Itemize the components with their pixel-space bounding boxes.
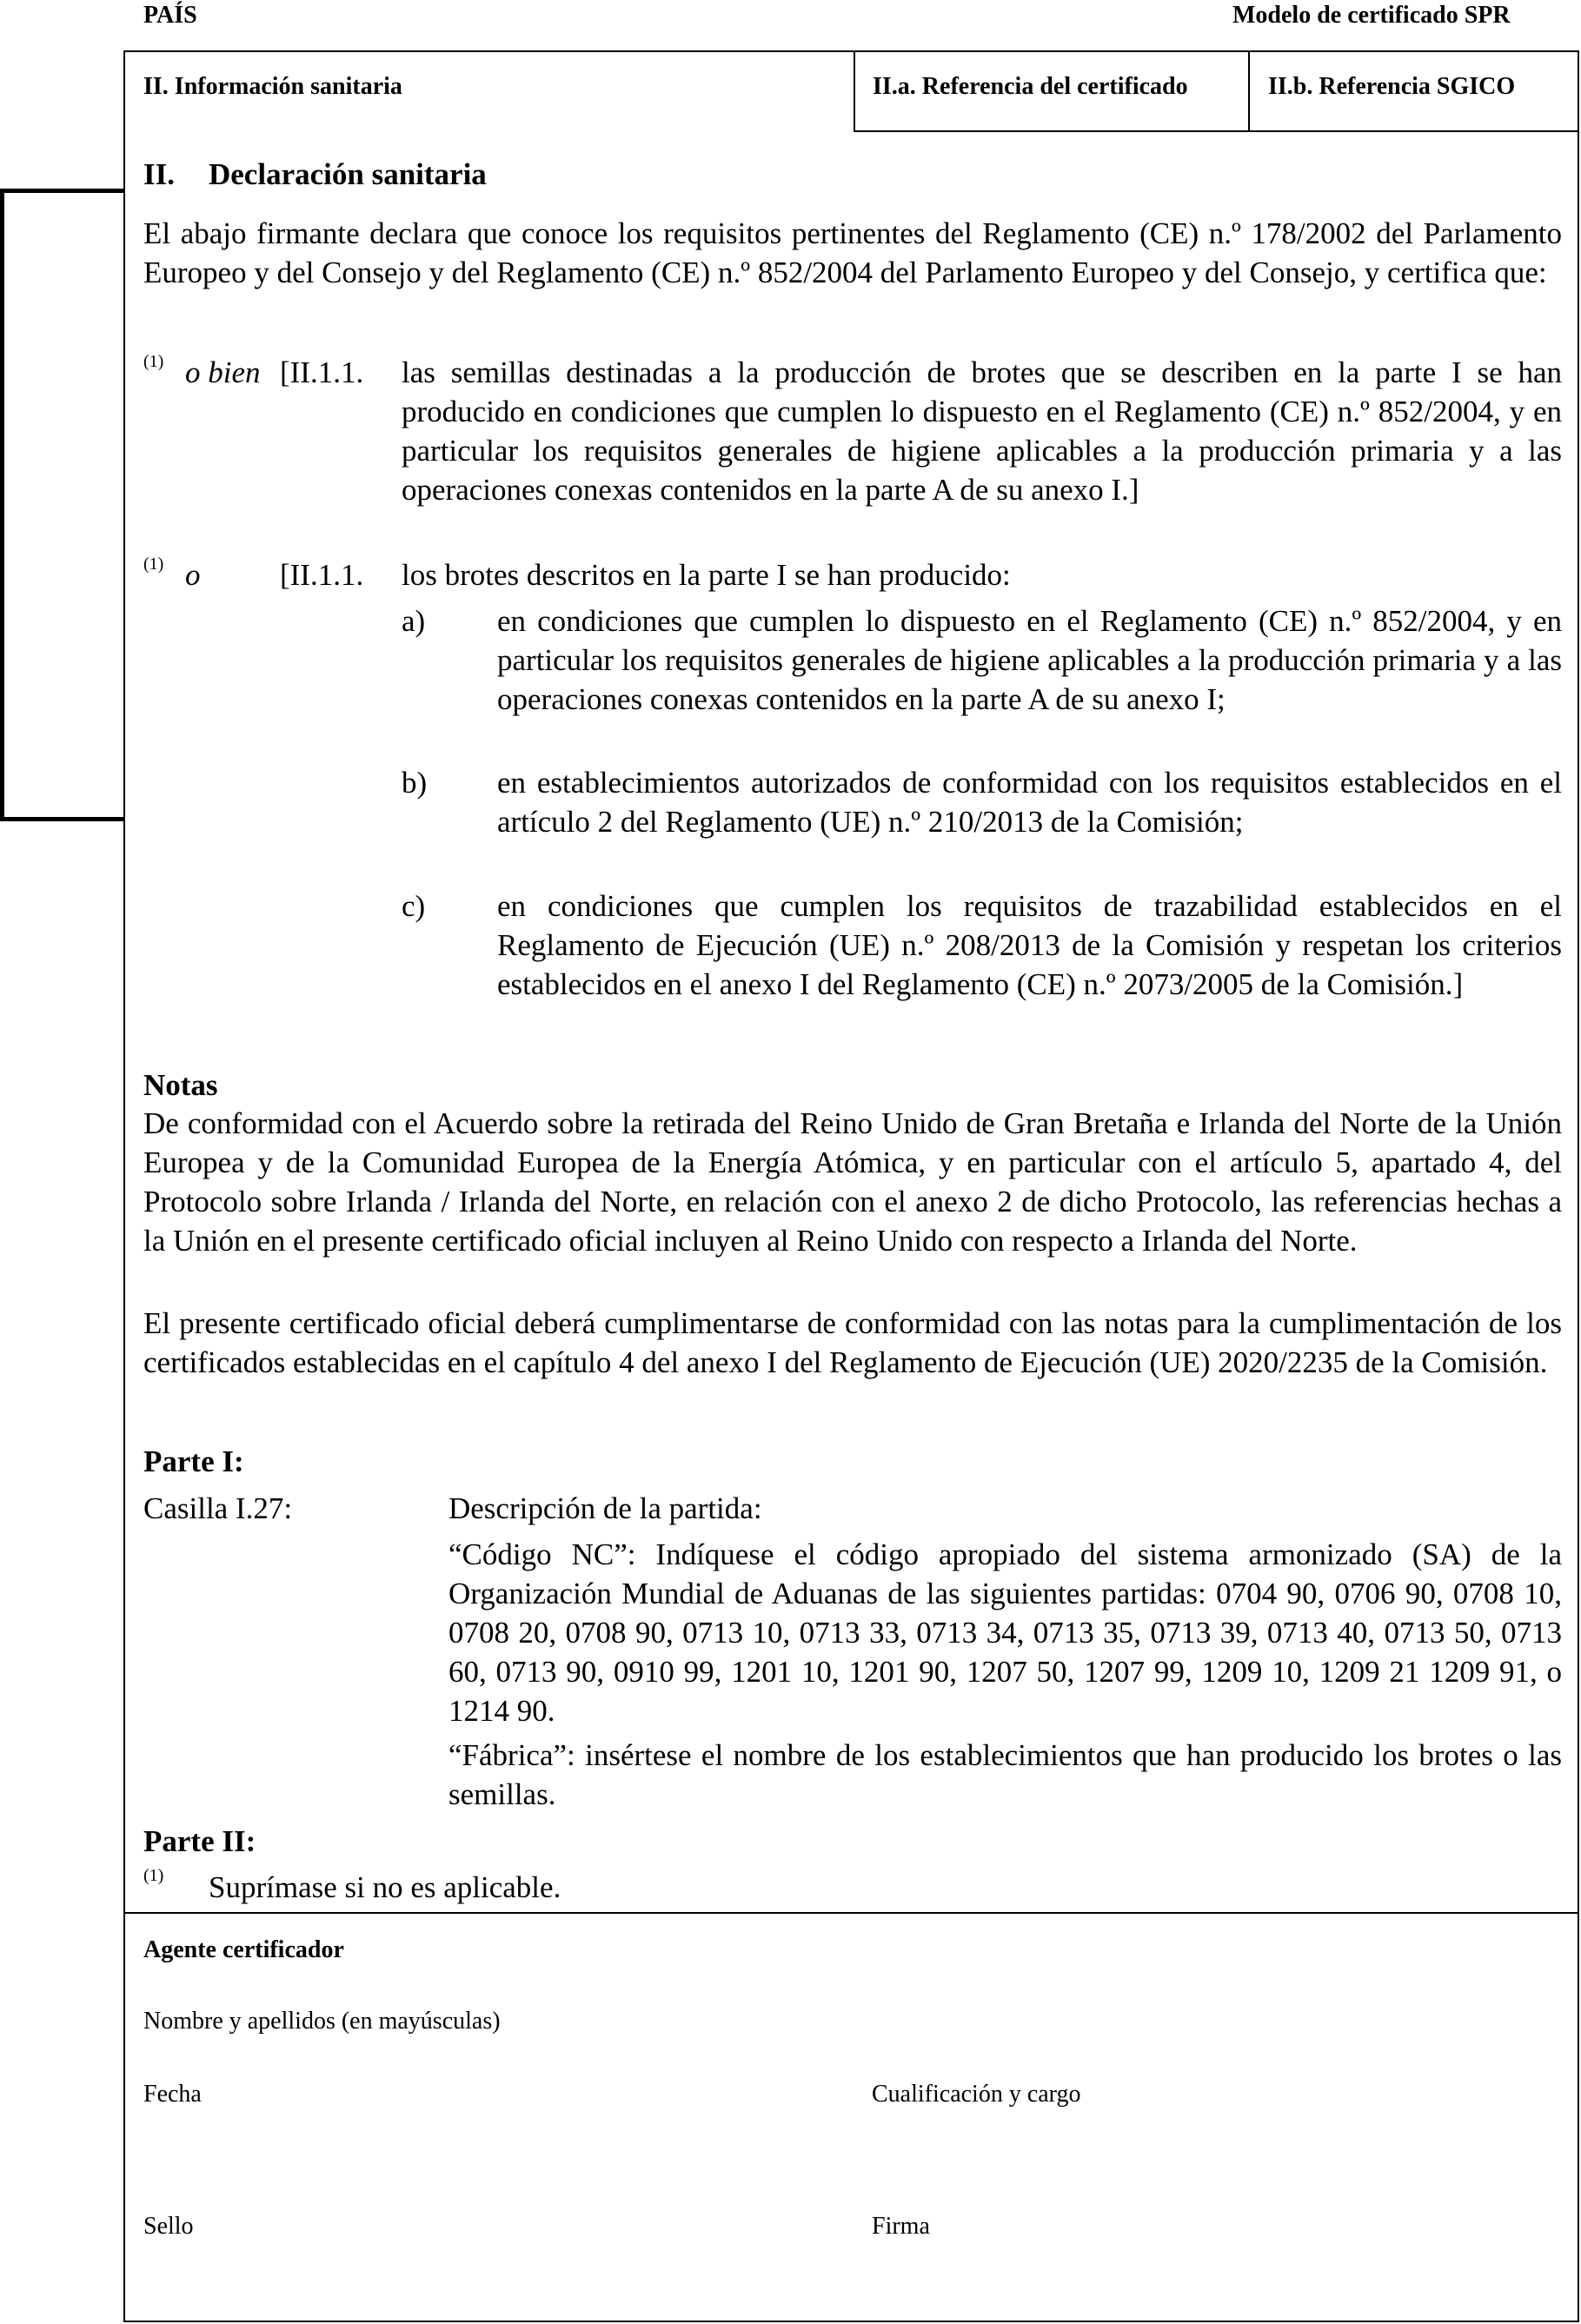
signature-field-label: Firma	[872, 2213, 930, 2240]
factory-note: “Fábrica”: insértese el nombre de los establecimientos que han producido los brotes o las semillas.	[448, 1738, 1562, 1811]
declaration-number: II.	[143, 157, 175, 191]
seal-field-label: Sello	[143, 2213, 194, 2240]
section-divider	[123, 1912, 1579, 1914]
cell-divider	[1248, 50, 1250, 132]
cell-divider	[854, 130, 1579, 132]
qualification-field-label: Cualificación y cargo	[872, 2081, 1081, 2108]
list-item: en establecimientos autorizados de conformidad con los requisitos establecidos en el artículo 2 del Reglamento (UE) n.º 210/2013 de la Comisión;	[497, 766, 1562, 839]
notes-title: Notas	[143, 1068, 218, 1102]
date-field-label: Fecha	[143, 2081, 202, 2108]
part2-title: Parte II:	[143, 1824, 256, 1858]
footnote-text: Suprímase si no es aplicable.	[209, 1870, 561, 1904]
footnote-ref: (1)	[143, 352, 164, 371]
sgico-reference-label: II.b. Referencia SGICO	[1268, 73, 1516, 100]
list-item: en condiciones que cumplen los requisitos de trazabilidad establecidos en el Reglamento de Ejecución (UE) n.º 208/2013 de la Comisión y respetan los criterios establecidos en el anexo I del Reglamento (CE) n.º 2073/2005 de la Comisión.]	[497, 889, 1562, 1001]
country-label: PAÍS	[143, 2, 197, 29]
option-code: [II.1.1.	[280, 558, 364, 592]
certificate-model-label: Modelo de certificado SPR	[1232, 2, 1511, 29]
notes-paragraph: De conformidad con el Acuerdo sobre la retirada del Reino Unido de Gran Bretaña e Irlanda del Norte de la Unión Europea y de la Comunidad Europea de la Energía Atómica, y en particular con el artículo 5, apartado 4, del Protocolo sobre Irlanda / Irlanda del Norte, en relación con el anexo 2 de dicho Protocolo, las referencias hechas a la Unión en el presente certificado oficial incluyen al Reino Unido con respecto a Irlanda del Norte.	[143, 1106, 1562, 1258]
option-code: [II.1.1.	[280, 355, 364, 389]
option-word: o	[185, 558, 201, 592]
footnote-ref: (1)	[143, 1866, 164, 1885]
name-field-label: Nombre y apellidos (en mayúsculas)	[143, 2008, 501, 2035]
declaration-intro: El abajo firmante declara que conoce los requisitos pertinentes del Reglamento (CE) n.º 178/2002 del Parlamento Europeo y del Consejo y del Reglamento (CE) n.º 852/2004 del Parlamento Europeo y del Consejo, y certifica que:	[143, 216, 1562, 289]
option-word: o bien	[185, 355, 261, 389]
list-item: en condiciones que cumplen lo dispuesto en el Reglamento (CE) n.º 852/2004, y en particular los requisitos generales de higiene aplicables a la producción primaria y a las operaciones conexas contenidos en la parte A de su anexo I;	[497, 604, 1562, 716]
cell-divider	[854, 50, 855, 132]
box-label: Casilla I.27:	[143, 1491, 293, 1525]
item-letter: a)	[402, 604, 426, 638]
item-letter: c)	[402, 889, 426, 923]
certificate-reference-label: II.a. Referencia del certificado	[873, 73, 1188, 100]
side-label-box	[0, 189, 123, 821]
part1-title: Parte I:	[143, 1444, 244, 1478]
item-letter: b)	[402, 766, 428, 800]
box-description: Descripción de la partida:	[448, 1491, 762, 1525]
option-text: las semillas destinadas a la producción de brotes que se describen en la parte I se han producido en condiciones que cumplen lo dispuesto en el Reglamento (CE) n.º 852/2004, y en particular los requisitos generales de higiene aplicables a la producción primaria y a las operaciones conexas contenidos en la parte A de su anexo I.]	[402, 355, 1562, 507]
notes-paragraph: El presente certificado oficial deberá cumplimentarse de conformidad con las notas para la cumplimentación de los certificados establecidas en el capítulo 4 del anexo I del Reglamento de Ejecución (UE) 2020/2235 de la Comisión.	[143, 1306, 1562, 1379]
declaration-title: Declaración sanitaria	[209, 157, 487, 191]
certifying-agent-label: Agente certificador	[143, 1936, 344, 1963]
footnote-ref: (1)	[143, 554, 164, 574]
option-text: los brotes descritos en la parte I se han producido:	[402, 558, 1011, 592]
nc-code-note: “Código NC”: Indíquese el código apropiado del sistema armonizado (SA) de la Organización Mundial de Aduanas de las siguientes partidas: 0704 90, 0706 90, 0708 10, 0708 20, 0708 90, 0713 10, 0713 33, 0713 34, 0713 35, 0713 39, 0713 40, 0713 50, 0713 60, 0713 90, 0910 99, 1201 10, 1201 90, 1207 50, 1207 99, 1209 10, 1209 21 1209 91, o 1214 90.	[448, 1537, 1562, 1728]
health-info-label: II. Información sanitaria	[143, 73, 402, 100]
